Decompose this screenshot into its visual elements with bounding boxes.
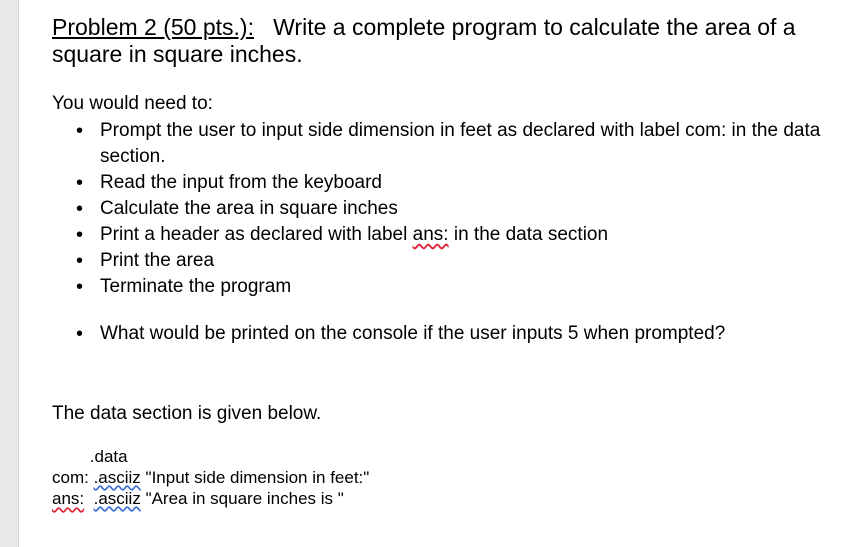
problem-label: Problem 2 (50 pts.): bbox=[52, 14, 254, 40]
code-directive-row: .data bbox=[89, 447, 128, 466]
list-item: • Print a header as declared with label ans: in the data section bbox=[100, 222, 859, 248]
data-section-intro: The data section is given below. bbox=[52, 403, 322, 424]
list-item: • Calculate the area in square inches bbox=[100, 196, 859, 222]
ans-label: ans: bbox=[412, 224, 449, 245]
left-margin-gutter bbox=[0, 0, 19, 547]
list-item: • Print the area bbox=[100, 248, 859, 274]
task-list bbox=[100, 118, 859, 300]
code-line-com: com: .asciiz "Input side dimension in feet:" bbox=[52, 468, 370, 487]
list-item: • Prompt the user to input side dimension in feet as declared with label com: in the data section. bbox=[100, 118, 859, 170]
question-item: • What would be printed on the console if the user inputs 5 when prompted? bbox=[100, 323, 725, 345]
list-item: • Read the input from the keyboard bbox=[100, 170, 859, 196]
problem-heading bbox=[52, 14, 852, 68]
code-line-ans: ans: .asciiz "Area in square inches is " bbox=[52, 489, 344, 508]
code-block bbox=[52, 446, 369, 509]
intro-text: You would need to: bbox=[52, 93, 213, 114]
problem-title: Write a complete program to calculate the area of a square in square inches. bbox=[52, 14, 796, 67]
list-item: • Terminate the program bbox=[100, 274, 859, 300]
